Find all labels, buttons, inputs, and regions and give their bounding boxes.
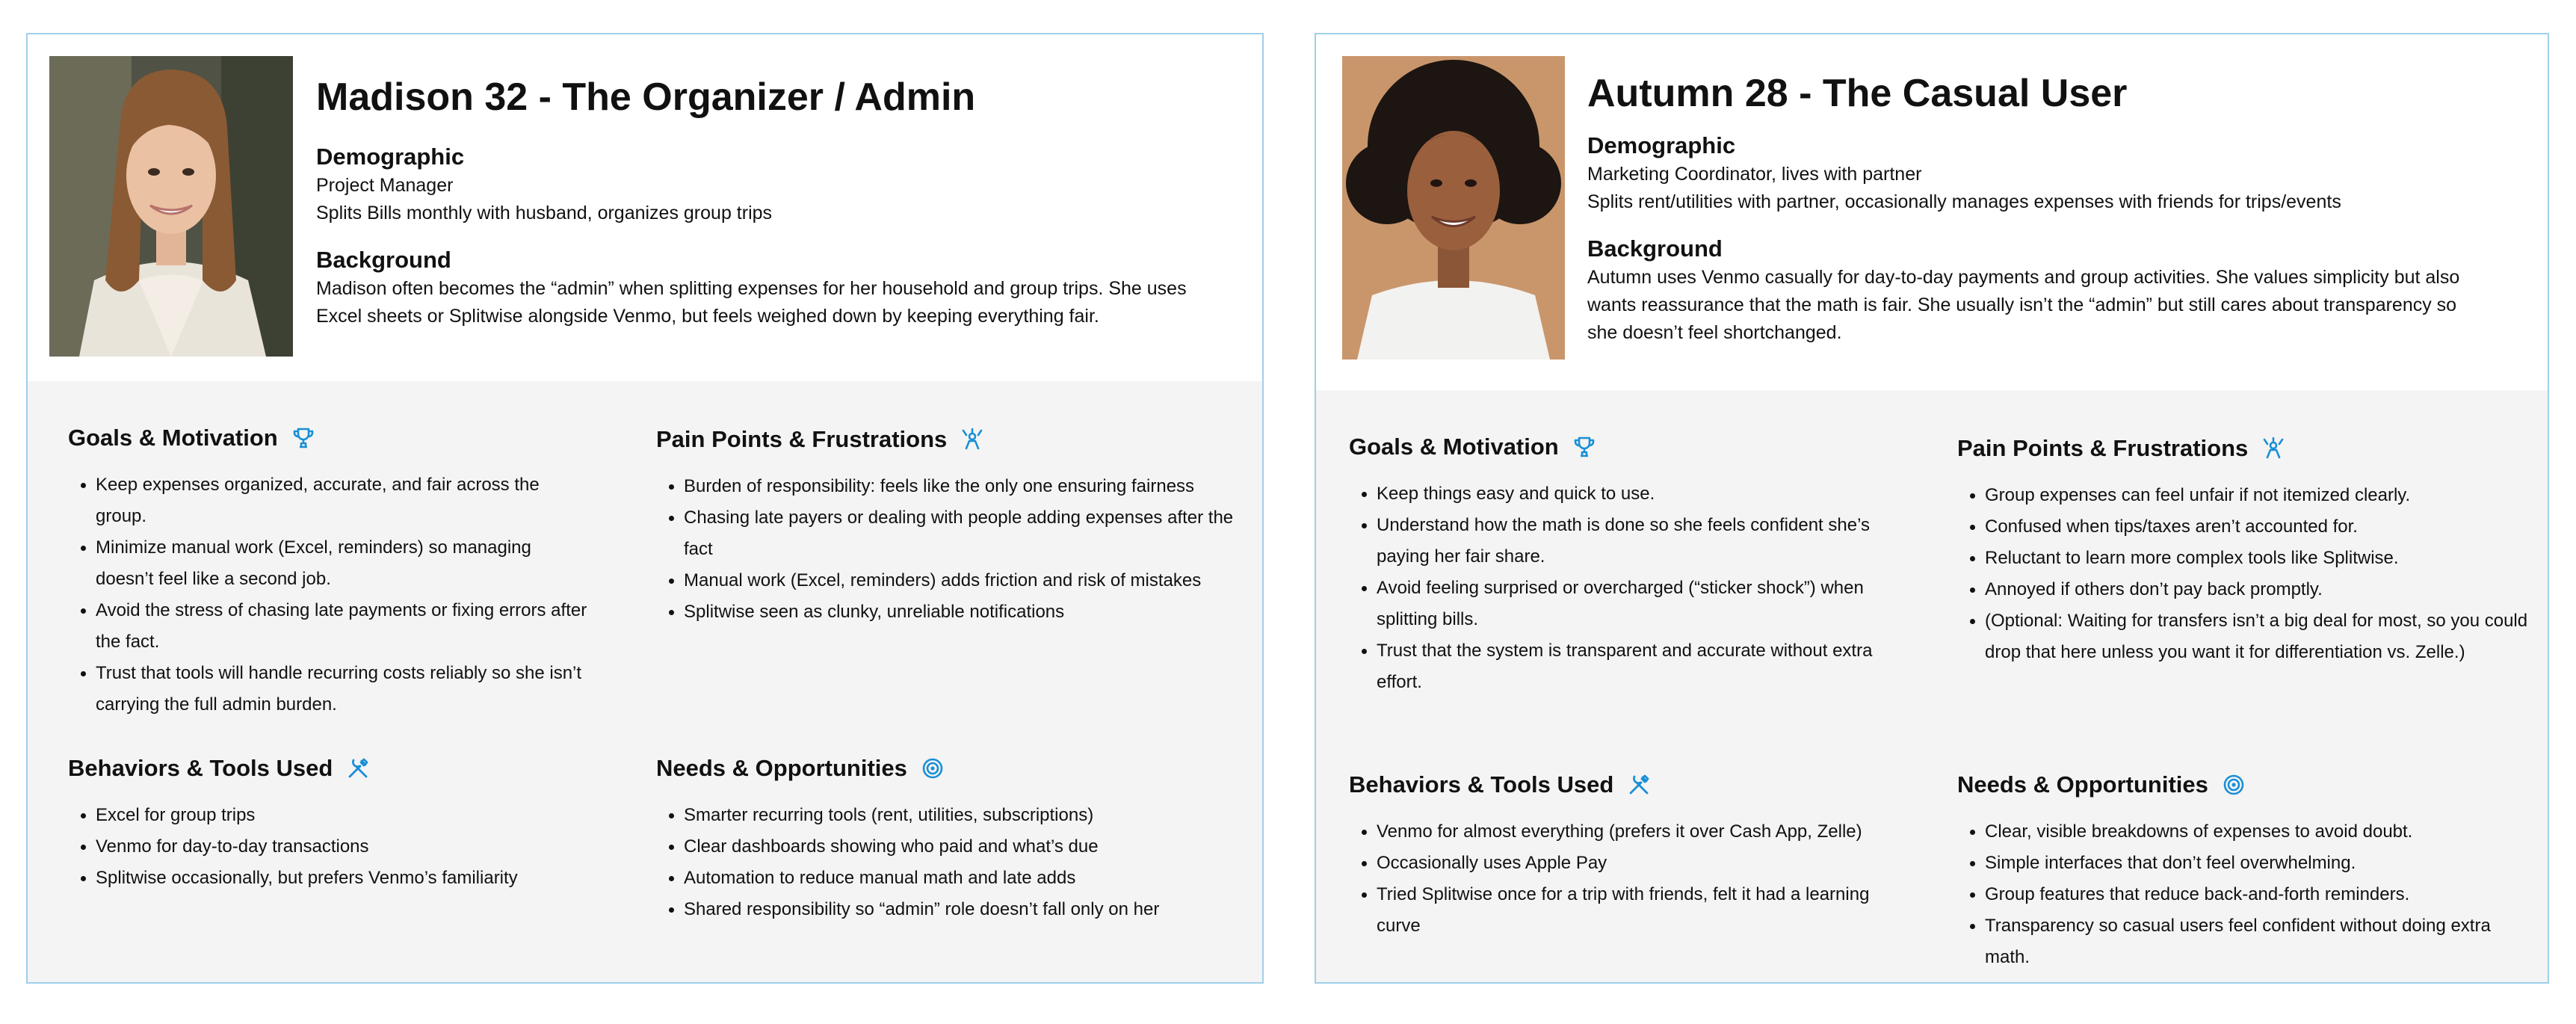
list-item: • Excel for group trips	[96, 800, 591, 831]
list-item: • Splitwise seen as clunky, unreliable notifications	[684, 596, 1247, 628]
list-item: • Smarter recurring tools (rent, utilities, subscriptions)	[684, 800, 1247, 831]
persona-title: Autumn 28 - The Casual User	[1587, 72, 2128, 115]
frustration-icon	[960, 428, 984, 451]
section-heading: Needs & Opportunities	[1957, 771, 2208, 798]
target-icon	[921, 756, 945, 780]
background-line: she doesn’t feel shortchanged.	[1587, 322, 1842, 343]
demographic-line: Splits rent/utilities with partner, occasionally manages expenses with friends for trips/events	[1587, 191, 2341, 212]
tools-icon	[1627, 773, 1651, 797]
list-item: • Chasing late payers or dealing with people adding expenses after the fact	[684, 502, 1247, 565]
section-heading: Behaviors & Tools Used	[68, 755, 333, 781]
behaviors-section	[1349, 770, 1887, 942]
list-item: • Simple interfaces that don’t feel overwhelming.	[1985, 848, 2540, 879]
list-item: • Manual work (Excel, reminders) adds friction and risk of mistakes	[684, 565, 1247, 596]
list-item: • Group expenses can feel unfair if not itemized clearly.	[1985, 480, 2540, 511]
needs-section	[1957, 770, 2540, 973]
needs-section	[656, 753, 1247, 925]
list-item: • (Optional: Waiting for transfers isn’t a big deal for most, so you could drop that here unless you want it for differentiation vs. Zelle.)	[1985, 605, 2540, 668]
persona-header	[316, 73, 1228, 330]
goals-section	[68, 423, 591, 721]
list-item: • Shared responsibility so “admin” role doesn’t fall only on her	[684, 894, 1247, 925]
portrait-woman-long-hair	[49, 56, 293, 357]
list-item: • Group features that reduce back-and-forth reminders.	[1985, 879, 2540, 910]
background-line: wants reassurance that the math is fair. She usually isn’t the “admin” but still cares about transparency so	[1587, 294, 2457, 315]
behaviors-list	[68, 800, 591, 894]
portrait-woman-curly-hair	[1342, 56, 1565, 360]
list-item: • Reluctant to learn more complex tools like Splitwise.	[1985, 543, 2540, 574]
goals-list	[1349, 478, 1887, 698]
background-line: Excel sheets or Splitwise alongside Venmo, but feels weighed down by keeping everything fair.	[316, 306, 1099, 327]
behaviors-section	[68, 753, 591, 894]
list-item: • Clear, visible breakdowns of expenses to avoid doubt.	[1985, 816, 2540, 848]
list-item: • Keep things easy and quick to use.	[1377, 478, 1887, 510]
list-item: • Avoid the stress of chasing late payments or fixing errors after the fact.	[96, 595, 591, 658]
background-line: Madison often becomes the “admin” when splitting expenses for her household and group trips. She uses	[316, 278, 1187, 299]
section-heading: Goals & Motivation	[1349, 434, 1559, 460]
list-item: • Automation to reduce manual math and late adds	[684, 863, 1247, 894]
demographic-heading: Demographic	[316, 144, 465, 170]
persona-header	[1587, 70, 2514, 347]
pain-points-list	[1957, 480, 2540, 668]
list-item: • Trust that tools will handle recurring costs reliably so she isn’t carrying the full admin burden.	[96, 658, 591, 721]
pain-points-list	[656, 471, 1247, 628]
target-icon	[2222, 773, 2246, 797]
demographic-line: Marketing Coordinator, lives with partner	[1587, 164, 1922, 185]
list-item: • Venmo for day-to-day transactions	[96, 831, 591, 863]
trophy-icon	[291, 426, 315, 450]
persona-card-madison	[26, 33, 1264, 984]
list-item: • Keep expenses organized, accurate, and fair across the group.	[96, 469, 591, 532]
section-heading: Pain Points & Frustrations	[656, 426, 948, 452]
background-heading: Background	[316, 247, 451, 273]
list-item: • Occasionally uses Apple Pay	[1377, 848, 1887, 879]
persona-photo	[49, 56, 293, 357]
needs-list	[656, 800, 1247, 925]
frustration-icon	[2261, 437, 2285, 460]
persona-photo	[1342, 56, 1565, 360]
goals-section	[1349, 432, 1887, 698]
list-item: • Annoyed if others don’t pay back promptly.	[1985, 574, 2540, 605]
list-item: • Venmo for almost everything (prefers it over Cash App, Zelle)	[1377, 816, 1887, 848]
section-heading: Needs & Opportunities	[656, 755, 907, 781]
list-item: • Burden of responsibility: feels like the only one ensuring fairness	[684, 471, 1247, 502]
pain-points-section	[1957, 434, 2540, 668]
tools-icon	[346, 756, 370, 780]
demographic-heading: Demographic	[1587, 132, 1736, 158]
goals-list	[68, 469, 591, 721]
list-item: • Understand how the math is done so she feels confident she’s paying her fair share.	[1377, 510, 1887, 573]
persona-card-autumn	[1315, 33, 2549, 984]
persona-header-panel	[1316, 34, 2548, 390]
list-item: • Avoid feeling surprised or overcharged (“sticker shock”) when splitting bills.	[1377, 573, 1887, 635]
section-heading: Pain Points & Frustrations	[1957, 435, 2249, 461]
needs-list	[1957, 816, 2540, 973]
list-item: • Confused when tips/taxes aren’t accounted for.	[1985, 511, 2540, 543]
section-heading: Goals & Motivation	[68, 425, 278, 451]
pain-points-section	[656, 425, 1247, 628]
demographic-line: Project Manager	[316, 175, 454, 196]
list-item: • Minimize manual work (Excel, reminders) so managing doesn’t feel like a second job.	[96, 532, 591, 595]
list-item: • Tried Splitwise once for a trip with friends, felt it had a learning curve	[1377, 879, 1887, 942]
behaviors-list	[1349, 816, 1887, 942]
persona-details-panel	[28, 381, 1262, 982]
persona-details-panel	[1316, 390, 2548, 982]
list-item: • Transparency so casual users feel confident without doing extra math.	[1985, 910, 2540, 973]
list-item: • Clear dashboards showing who paid and what’s due	[684, 831, 1247, 863]
demographic-line: Splits Bills monthly with husband, organizes group trips	[316, 203, 773, 223]
background-line: Autumn uses Venmo casually for day-to-day payments and group activities. She values simplicity but also	[1587, 267, 2460, 288]
trophy-icon	[1572, 435, 1596, 459]
list-item: • Trust that the system is transparent and accurate without extra effort.	[1377, 635, 1887, 698]
section-heading: Behaviors & Tools Used	[1349, 771, 1614, 798]
persona-title: Madison 32 - The Organizer / Admin	[316, 75, 976, 119]
list-item: • Splitwise occasionally, but prefers Venmo’s familiarity	[96, 863, 591, 894]
persona-header-panel	[28, 34, 1262, 381]
background-heading: Background	[1587, 235, 1723, 262]
